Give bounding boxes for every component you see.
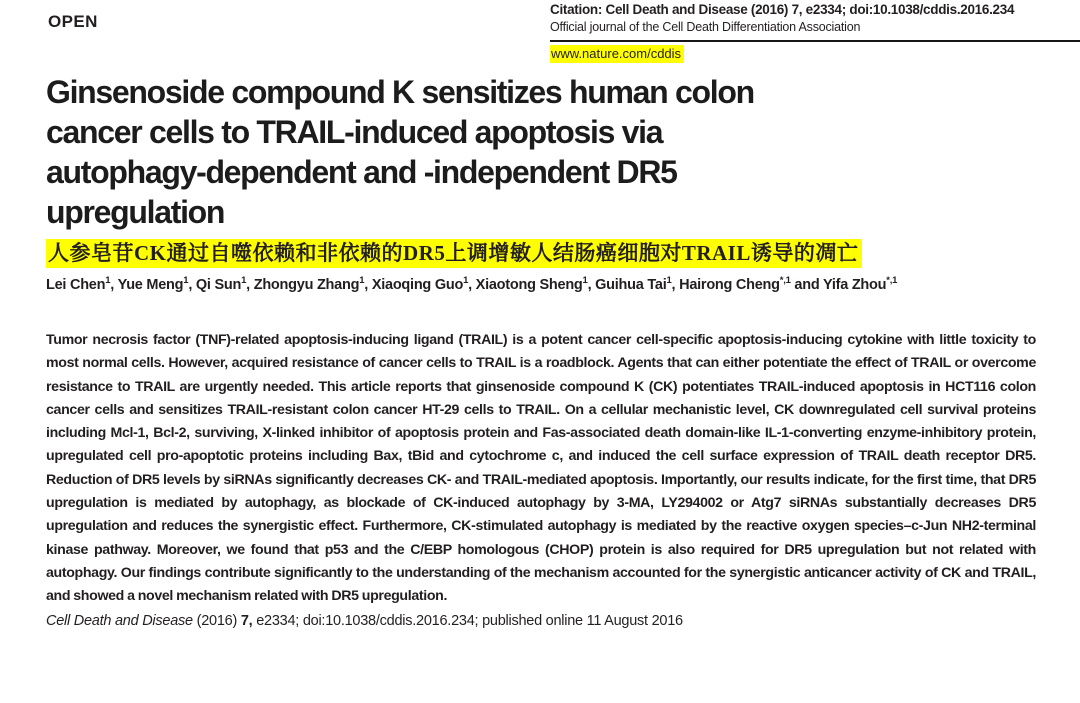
article-title [46, 72, 754, 232]
official-journal-line: Official journal of the Cell Death Differentiation Association [550, 20, 861, 34]
author-affiliation-mark: *,1 [779, 275, 791, 287]
author-name: Qi Sun [195, 277, 242, 293]
author-name: Hairong Cheng [679, 277, 780, 293]
header-divider [550, 40, 1080, 42]
abstract-section [46, 329, 1036, 633]
journal-header [550, 2, 1080, 61]
author-affiliation-mark: 1 [183, 275, 189, 287]
article-title-line-1: Ginsenoside compound K sensitizes human colon [46, 74, 754, 110]
publication-volume: 7, [240, 612, 253, 629]
article-title-line-3: autophagy-dependent and -independent DR5 [46, 154, 677, 190]
publication-year: (2016) [192, 612, 241, 629]
author-name: Lei Chen [46, 277, 106, 293]
author-name: Zhongyu Zhang [253, 277, 360, 293]
author-affiliation-mark: 1 [666, 275, 672, 287]
author-affiliation-mark: 1 [105, 275, 111, 287]
publication-citation [46, 610, 1036, 633]
article-title-line-4: upregulation [46, 194, 225, 230]
author-affiliation-mark: 1 [582, 275, 588, 287]
abstract-text: Tumor necrosis factor (TNF)-related apoptosis-inducing ligand (TRAIL) is a potent cancer cell-specific apoptosis-inducing cytokine with little toxicity to most normal cells. However, acquired resistance of cancer cells to TRAIL is a roadblock. Agents that can either potentiate the effect of TRAIL or overcome resistance to TRAIL are urgently needed. This article reports that ginsenoside compound K (CK) potentiates TRAIL-induced apoptosis in HCT116 colon cancer cells and sensitizes TRAIL-resistant colon cancer HT-29 cells to TRAIL. On a cellular mechanistic level, CK downregulated cell survival proteins including Mcl-1, Bcl-2, surviving, X-linked inhibitor of apoptosis protein and Fas-associated death domain-like IL-1-converting enzyme-inhibitory protein, upregulated cell pro-apoptotic proteins including Bax, tBid and cytochrome c, and induced the cell surface expression of TRAIL death receptor DR5. Reduction of DR5 levels by siRNAs significantly decreases CK- and TRAIL-mediated apoptosis. Importantly, our results indicate, for the first time, that DR5 upregulation is mediated by autophagy, as blockade of CK-induced autophagy by 3-MA, LY294002 or Atg7 siRNAs substantially decreases DR5 upregulation and reduces the synergistic effect. Furthermore, CK-stimulated autophagy is mediated by the reactive oxygen species–c-Jun NH2-terminal kinase pathway. Moreover, we found that p53 and the C/EBP homologous (CHOP) protein is also required for DR5 upregulation but not related with autophagy. Our findings contribute significantly to the understanding of the mechanism accounted for the synergistic anticancer activity of CK and TRAIL, and showed a novel mechanism related with DR5 upregulation. [46, 332, 1036, 605]
author-name: Guihua Tai [595, 277, 667, 293]
author-name: Yue Meng [117, 277, 184, 293]
author-affiliation-mark: *,1 [886, 275, 898, 287]
author-affiliation-mark: 1 [241, 275, 247, 287]
chinese-title: 人参皂苷CK通过自噬依赖和非依赖的DR5上调增敏人结肠癌细胞对TRAIL诱导的凋亡 [46, 239, 862, 268]
article-title-line-2: cancer cells to TRAIL-induced apoptosis via [46, 114, 663, 150]
author-name: Xiaotong Sheng [475, 277, 583, 293]
author-affiliation-mark: 1 [463, 275, 469, 287]
journal-url: www.nature.com/cddis [550, 45, 684, 63]
open-access-label: OPEN [48, 12, 98, 31]
author-affiliation-mark: 1 [359, 275, 365, 287]
author-list: Lei Chen$^1$, Yue Meng$^1$, Qi Sun$^1$, Zhongyu Zhang$^1$, Xiaoqing Guo$^1$, Xiaotong Sheng$^1$, Guihua Tai$^1$, Hairong Cheng$^{*,1}$ and Yifa Zhou$^{*,1}$ [46, 275, 898, 293]
publication-rest: e2334; doi:10.1038/cddis.2016.234; published online 11 August 2016 [252, 612, 683, 629]
journal-url-row [550, 46, 1080, 61]
author-name: Xiaoqing Guo [371, 277, 464, 293]
citation-line: Citation: Cell Death and Disease (2016) 7, e2334; doi:10.1038/cddis.2016.234 [550, 2, 1015, 17]
chinese-title-row [46, 237, 862, 267]
author-name: Yifa Zhou [822, 277, 887, 293]
publication-journal-name: Cell Death and Disease [46, 612, 193, 629]
